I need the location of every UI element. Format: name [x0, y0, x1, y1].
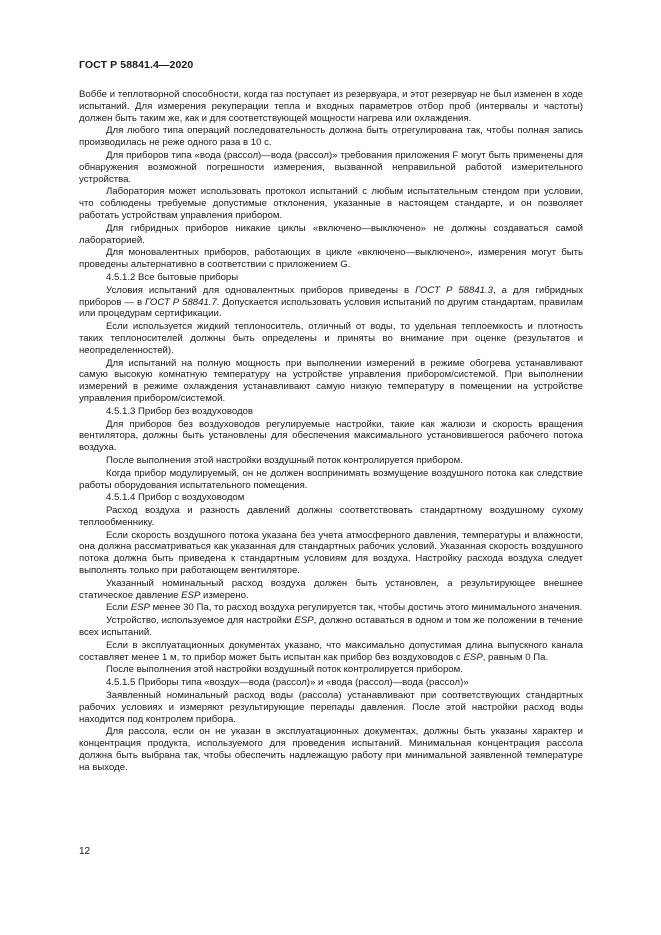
- text-run: 4.5.1.5 Приборы типа «воздух—вода (рассол)» и «вода (рассол)—вода (рассол)»: [106, 677, 469, 689]
- text-run: Если скорость воздушного потока указана без учета атмосферного давления, температуры и влажности, она должна рассматриваться как указанная для стандартных рабочих условий. Указанная скорость воздушного потока должна быть приведена к стандартным условиям для воздуха. Настройку расхода воздуха следует выполнять только при работающем вентиляторе.: [79, 529, 583, 577]
- page-number: 12: [79, 846, 91, 857]
- text-run: , равным 0 Па.: [482, 651, 549, 663]
- body-paragraph: [79, 223, 583, 247]
- body-paragraph: [79, 640, 583, 664]
- text-run: Если: [106, 602, 131, 614]
- text-run: Для испытаний на полную мощность при выполнении измерений в режиме обогрева устанавливают самую высокую комнатную температуру на устройстве управления прибором/системой. При выполнении измерений в режиме охлаждения устанавливают самую низкую температуру в помещении на устройстве управления прибором/системой.: [79, 357, 583, 404]
- text-run: , должно оставаться в одном и том же положении в течение всех испытаний.: [79, 615, 583, 639]
- text-run: 4.5.1.3 Прибор без воздуховодов: [106, 405, 253, 417]
- body-paragraph: [79, 615, 583, 639]
- body-paragraph: [79, 530, 583, 577]
- body-paragraph: [79, 247, 583, 271]
- body-paragraph: [79, 358, 583, 405]
- body-paragraph: [79, 125, 583, 149]
- text-run: Для приборов без воздуховодов регулируемые настройки, такие как жалюзи и скорость вращения вентилятора, должны быть установлены для обеспечения максимального установившегося рабочего потока воздуха.: [79, 418, 583, 454]
- body-paragraph: [79, 578, 583, 602]
- body-paragraph: [79, 419, 583, 454]
- body-paragraph: [79, 602, 583, 614]
- body-paragraph: [79, 505, 583, 529]
- body-paragraph: [79, 321, 583, 356]
- body-paragraph: [79, 272, 583, 284]
- text-run: Если используется жидкий теплоноситель, отличный от воды, то удельная теплоемкость и плотность таких теплоносителей должны быть определены и приняты во внимание при оценке (результатов и неопределенностей).: [79, 321, 583, 356]
- body-paragraph: [79, 406, 583, 418]
- text-run: 4.5.1.4 Прибор с воздуховодом: [106, 492, 245, 504]
- body-paragraph: [79, 468, 583, 492]
- text-run: После выполнения этой настройки воздушный поток контролируется прибором.: [106, 454, 463, 466]
- document-body: [79, 89, 583, 775]
- text-run: Указанный номинальный расход воздуха должен быть установлен, а результирующее внешнее статическое давление: [79, 577, 583, 601]
- text-run: Для любого типа операций последовательность должна быть отрегулирована так, чтобы полная запись производилась не реже одного раза в 10 с.: [79, 125, 583, 149]
- text-run: Расход воздуха и разность давлений должны соответствовать стандартному воздушному сухому теплообменнику.: [79, 505, 583, 528]
- italic-reference: ESP: [181, 589, 201, 601]
- text-run: Для приборов типа «вода (рассол)—вода (рассол)» требования приложения F могут быть применены для обнаружения возможной погрешности измерения, вызванной неправильной работой измерительного устройства.: [79, 149, 583, 185]
- body-paragraph: [79, 690, 583, 725]
- text-run: Когда прибор модулируемый, он не должен воспринимать возмущение воздушного потока как следствие работы оборудования испытательного помещения.: [79, 467, 583, 491]
- body-paragraph: [79, 726, 583, 773]
- text-run: Лаборатория может использовать протокол испытаний с любым испытательным стендом при условии, что соблюдены требуемые допустимые отклонения, указанные в настоящем стандарте, и он позволяет работать устройствам управления прибором.: [79, 186, 583, 221]
- text-run: Bоббе и теплотворной способности, когда газ поступает из резервуара, и этот резервуар не был изменен в ходе испытаний. Для измерения рекуперации тепла и входных параметров отбор проб (интервалы и частоты) должен быть таким же, как и для соответствующей мощности нагрева или охлаждения.: [79, 89, 583, 124]
- body-paragraph: [79, 455, 583, 467]
- body-paragraph: [79, 186, 583, 221]
- body-paragraph: [79, 285, 583, 320]
- text-run: Для моновалентных приборов, работающих в цикле «включено—выключено», измерения могут быть проведены альтернативно в соответствии с приложением G.: [79, 247, 583, 271]
- text-run: Условия испытаний для одновалентных приборов приведены в: [106, 284, 416, 296]
- text-run: Для рассола, если он не указан в эксплуатационных документах, должны быть указаны характер и концентрация продукта, используемого для проведения испытаний. Минимальная концентрация рассола должна быть выбрана так, чтобы обеспечить надлежащую работу при минимальной заявленной температуре на выходе.: [79, 726, 583, 773]
- text-run: 4.5.1.2 Все бытовые приборы: [106, 271, 239, 283]
- text-run: менее 30 Па, то расход воздуха регулируется так, чтобы достичь этого минимального значения.: [149, 602, 583, 614]
- document-code-header: ГОСТ Р 58841.4—2020: [79, 59, 194, 71]
- italic-reference: ESP: [294, 615, 314, 627]
- text-run: Устройство, используемое для настройки: [106, 615, 295, 627]
- text-run: Для гибридных приборов никакие циклы «включено—выключено» не должны создаваться самой лабораторией.: [79, 222, 583, 246]
- text-run: . Допускается использовать условия испытаний по другим стандартам, правилам или процедурам сертификации.: [79, 296, 583, 320]
- italic-reference: ГОСТ Р 58841.7: [145, 296, 217, 308]
- italic-reference: ГОСТ Р 58841.3: [415, 284, 494, 296]
- text-run: Если в эксплуатационных документах указано, что максимально допустимая длина выпускного канала составляет менее 1 м, то прибор может быть испытан как прибор без воздуховодов с: [79, 639, 583, 663]
- text-run: измерено.: [200, 589, 249, 601]
- text-run: , а для гибридных приборов — в: [79, 284, 583, 308]
- text-run: После выполнения этой настройки воздушный поток контролируется прибором.: [106, 664, 463, 676]
- text-run: Заявленный номинальный расход воды (рассола) устанавливают при соответствующих стандартных рабочих условиях и измеряют результирующие перепады давления. После этой настройки расход воды находится под контролем прибора.: [79, 690, 583, 725]
- italic-reference: ESP: [463, 651, 483, 663]
- italic-reference: ESP: [130, 602, 150, 614]
- body-paragraph: [79, 492, 583, 504]
- body-paragraph: [79, 89, 583, 124]
- body-paragraph: [79, 677, 583, 689]
- body-paragraph: [79, 150, 583, 185]
- body-paragraph: [79, 664, 583, 676]
